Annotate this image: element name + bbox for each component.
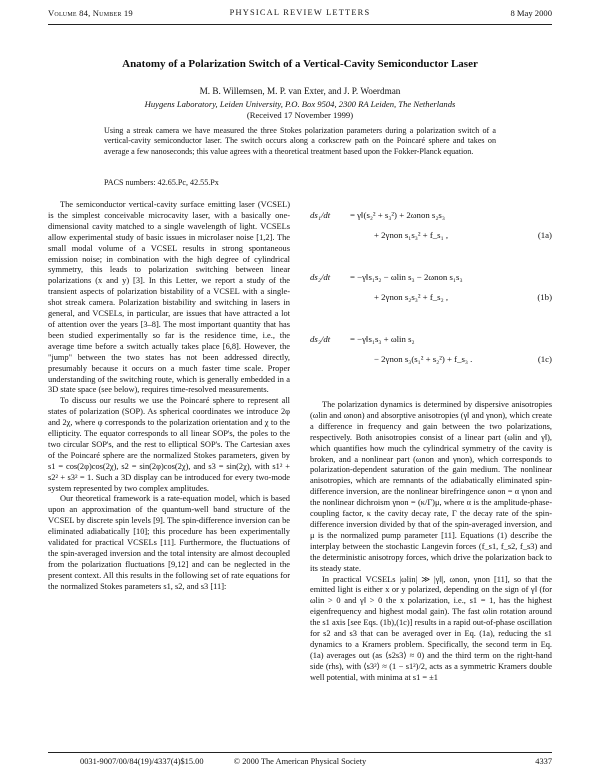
- body-paragraph: Our theoretical framework is a rate-equation model, which is based upon an approximation of the quantum-well band structure of the VCSEL by discrete spin levels [9]. The spin-difference inversion can be eliminated adiabatically [10]; this procedure has been experimentally validated for practical VCSELs [11]. Furthermore, the fluctuations of the spin-averaged inversion and the total intensity are almost decoupled from the polarization fluctuations [9,12] and can be neglected in the present context. All this results in the following set of rate equations for the normalized Stokes parameters s1, s2, and s3 [11]:: [48, 494, 290, 591]
- equation-line: + 2γnon s₂s₃² + f_s₂ ,: [374, 292, 449, 302]
- body-paragraph: To discuss our results we use the Poincaré sphere to represent all states of polarization (SOP). As spherical coordinates we introduce 2φ and 2χ, where φ corresponds to the polarization orientation and χ to the ellipticity. The equator corresponds to all linear SOP's, the poles to the two circular SOP's, and the rest to elliptical SOP's. The Cartesian axes of the Poincaré sphere are the normalized Stokes parameters, given by s1 = cos(2φ)cos(2χ), s2 = sin(2φ)cos(2χ), and s3 = sin(2χ), with s1² + s2² + s3² = 1. Such a 3D display can be introduced for every two-mode system represented by two complex amplitudes.: [48, 396, 290, 493]
- body-paragraph: The semiconductor vertical-cavity surface emitting laser (VCSEL) is the simplest conceivable microcavity laser, with a basically one-dimensional cavity matched to a single wavelength of light. VCSELs allow experimental study of basic issues in microlaser noise [1,2]. The small modal volume of a VCSEL results in strong spontaneous emission noise; in combination with the high degree of cylindrical symmetry, this leads to polarization switching between linear polarizations (x and y) [3]. In this Letter, we report a study of the transient aspects of polarization bistability of a VCSEL with a single-shot streak camera. Polarization bistability and switching in lasers in general, and VCSELs, in particular, are issues that have attracted a lot of attention over the years [3–8]. The most important quantity that has been studied experimentally so far is the residence time, i.e., the average time before a switch actually takes place [6,8]. However, the "jump" between the two states has not been addressed directly, presumably because it occurs on a much faster time scale. Proper understanding of the switching route, which is generally embedded in a 3D state space (see below), requires time-resolved measurements.: [48, 200, 290, 395]
- left-column: [48, 200, 290, 593]
- equation-line: = −γ‖s₁s₂ − ωlin s₃ − 2ωnon s₁s₃: [350, 272, 463, 282]
- journal-name: PHYSICAL REVIEW LETTERS: [229, 8, 371, 17]
- equation-number: (1b): [537, 292, 552, 302]
- pacs-numbers: PACS numbers: 42.65.Pc, 42.55.Px: [104, 178, 219, 187]
- page-footer: [48, 757, 552, 769]
- equation-lhs: ds₃/dt: [310, 334, 331, 344]
- paper-title: Anatomy of a Polarization Switch of a Vertical-Cavity Semiconductor Laser: [122, 58, 478, 70]
- author-list: M. B. Willemsen, M. P. van Exter, and J. P. Woerdman: [199, 86, 401, 96]
- equation-line: = −γ‖s₁s₃ + ωlin s₂: [350, 334, 415, 344]
- affiliation: Huygens Laboratory, Leiden University, P.O. Box 9504, 2300 RA Leiden, The Netherlands: [144, 99, 456, 109]
- equation-number: (1c): [537, 354, 552, 364]
- right-column: [310, 400, 552, 684]
- issue-date: 8 May 2000: [510, 8, 552, 18]
- copyright-notice: © 2000 The American Physical Society: [233, 757, 367, 766]
- equation-1a: [310, 204, 552, 264]
- equation-line: − 2γnon s₃(s₁² + s₂²) + f_s₃ .: [374, 354, 473, 364]
- abstract: Using a streak camera we have measured the three Stokes polarization parameters during a polarization switch of a vertical-cavity semiconductor laser. The switch occurs along a corkscrew path on the Poincaré sphere and takes on average a few nanoseconds; this value agrees with a theoretical treatment based upon the Fokker-Planck equation.: [104, 126, 496, 156]
- rate-equations: [310, 204, 552, 392]
- equation-1c: [310, 328, 552, 388]
- volume-number: Volume 84, Number 19: [48, 8, 133, 18]
- equation-lhs: ds₂/dt: [310, 272, 331, 282]
- body-paragraph: The polarization dynamics is determined by dispersive anisotropies (ωlin and ωnon) and absorptive anisotropies (γ‖ and γnon), which create a difference in frequency and gain between the two polarizations, respectively. Both anisotropies consist of a linear part (ωlin and γ‖), which quantifies how much the cylindrical symmetry of the cavity is broken, and a nonlinear part (ωnon and γnon), which corresponds to polarization-dependent saturation of the gain medium. The nonlinear anisotropies, which are remnants of the adiabatically eliminated spin-difference inversion, are the nonlinear birefringence ωnon = α γnon and the nonlinear dichroism γnon = (κ/Γ)μ, where α is the amplitude-phase-coupling factor, κ the cavity decay rate, Γ the decay rate of the spin-difference inversion divided by that of the spin-averaged inversion, and μ is the normalized pump parameter [11]. Equations (1) describe the interplay between the stochastic Langevin forces (f_s1, f_s2, f_s3) and the deterministic anisotropy forces, which drive the polarization back to its steady state.: [310, 400, 552, 573]
- equation-1b: [310, 266, 552, 326]
- body-paragraph: In practical VCSELs |ωlin| ≫ |γ‖|, ωnon, γnon [11], so that the emitted light is either x or y polarized, depending on the sign of γ‖ (for ωlin > 0 and γ‖ > 0 the x polarization, i.e., s1 = 1, has the highest eigenfrequency and highest modal gain). The fast ωlin rotation around the s1 axis [see Eqs. (1b),(1c)] results in a rapid out-of-phase oscillation for s2 and s3 that can be averaged over in Eq. (1a), reducing the s1 dynamics to a Kramers problem. Specifically, the second term in Eq. (1a) averages out (as ⟨s2s3⟩ ≈ 0) and the third term on the right-hand side (rhs), with ⟨s3²⟩ ≈ (1 − s1²)/2, acts as a symmetric Kramers double well potential, with minima at s1 = ±1: [310, 574, 552, 682]
- equation-line: = γ‖(s₂² + s₃²) + 2ωnon s₂s₃: [350, 210, 445, 220]
- equation-lhs: ds₁/dt: [310, 210, 331, 220]
- received-date: (Received 17 November 1999): [246, 110, 354, 120]
- footer-rule: [48, 752, 552, 753]
- running-header: [48, 8, 552, 22]
- equation-number: (1a): [537, 230, 552, 240]
- article-code: 0031-9007/00/84(19)/4337(4)$15.00: [80, 757, 204, 766]
- header-rule: [48, 24, 552, 25]
- page-number: 4337: [535, 757, 552, 766]
- equation-line: + 2γnon s₁s₃² + f_s₁ ,: [374, 230, 449, 240]
